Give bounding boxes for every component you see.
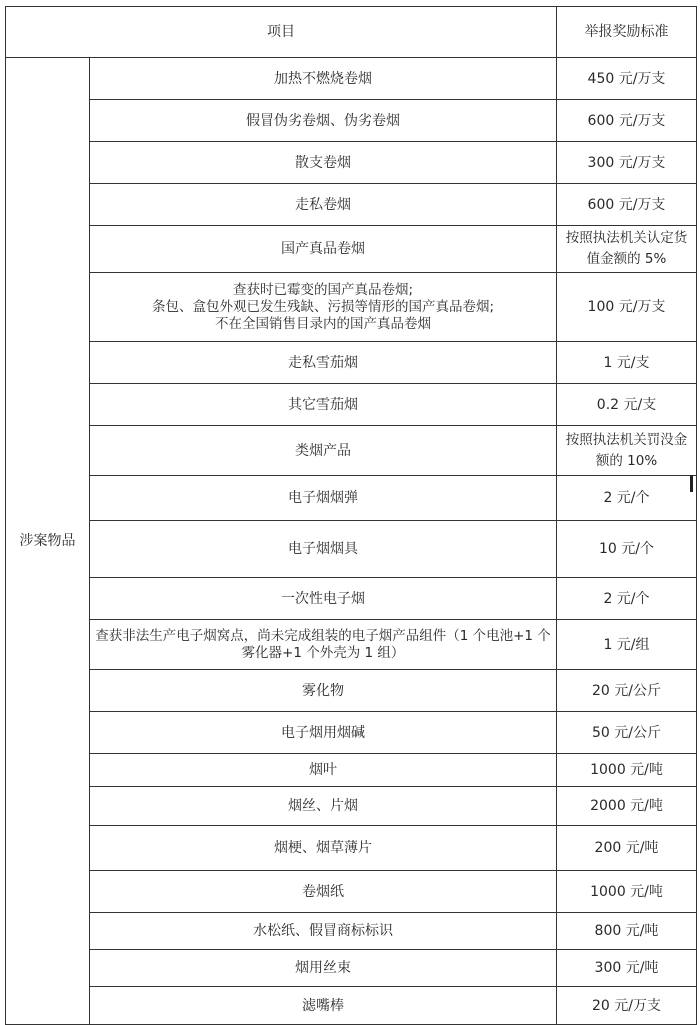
table-row <box>6 426 697 476</box>
standard-cell: 20 元/万支 <box>557 987 697 1025</box>
item-cell: 一次性电子烟 <box>90 578 557 620</box>
table-row <box>6 754 697 787</box>
standard-cell: 300 元/万支 <box>557 142 697 184</box>
standard-cell: 2000 元/吨 <box>557 787 697 826</box>
standard-cell: 100 元/万支 <box>557 273 697 342</box>
table-row <box>6 142 697 184</box>
standard-cell: 1000 元/吨 <box>557 754 697 787</box>
standard-cell: 2 元/个 <box>557 476 697 521</box>
item-cell: 查获非法生产电子烟窝点，尚未完成组装的电子烟产品组件（1 个电池+1 个雾化器+1 个外壳为 1 组） <box>90 620 557 670</box>
item-cell: 电子烟烟弹 <box>90 476 557 521</box>
standard-cell: 2 元/个 <box>557 578 697 620</box>
header-item: 项目 <box>6 7 557 58</box>
standard-cell: 按照执法机关罚没金额的 10% <box>557 426 697 476</box>
header-standard: 举报奖励标准 <box>557 7 697 58</box>
table-row <box>6 578 697 620</box>
table-row <box>6 273 697 342</box>
table-row <box>6 100 697 142</box>
standard-cell: 10 元/个 <box>557 521 697 578</box>
item-cell: 散支卷烟 <box>90 142 557 184</box>
reward-standard-table <box>5 6 697 1025</box>
table-row <box>6 342 697 384</box>
table-row <box>6 913 697 950</box>
table-row <box>6 712 697 754</box>
standard-cell: 600 元/万支 <box>557 100 697 142</box>
item-cell-multiline <box>90 273 557 342</box>
item-line: 条包、盒包外观已发生残缺、污损等情形的国产真品卷烟; <box>151 298 495 315</box>
header-row <box>6 7 697 58</box>
table-row <box>6 226 697 273</box>
standard-cell: 300 元/吨 <box>557 950 697 987</box>
standard-cell: 200 元/吨 <box>557 826 697 871</box>
item-cell: 雾化物 <box>90 670 557 712</box>
table-row <box>6 620 697 670</box>
item-cell: 卷烟纸 <box>90 871 557 913</box>
item-cell: 烟丝、片烟 <box>90 787 557 826</box>
item-cell: 电子烟烟具 <box>90 521 557 578</box>
scan-mark <box>690 475 693 492</box>
item-line: 查获时已霉变的国产真品卷烟; <box>232 281 414 298</box>
table-row <box>6 58 697 100</box>
item-line: 不在全国销售目录内的国产真品卷烟 <box>215 315 431 332</box>
table-row <box>6 871 697 913</box>
table-row <box>6 384 697 426</box>
item-cell: 烟用丝束 <box>90 950 557 987</box>
table-row <box>6 787 697 826</box>
standard-cell: 0.2 元/支 <box>557 384 697 426</box>
item-cell: 其它雪茄烟 <box>90 384 557 426</box>
standard-cell: 1 元/组 <box>557 620 697 670</box>
standard-cell: 按照执法机关认定货值金额的 5% <box>557 226 697 273</box>
table-row <box>6 987 697 1025</box>
standard-cell: 1000 元/吨 <box>557 871 697 913</box>
standard-cell: 20 元/公斤 <box>557 670 697 712</box>
item-cell: 滤嘴棒 <box>90 987 557 1025</box>
table-row <box>6 184 697 226</box>
table-row <box>6 950 697 987</box>
standard-cell: 600 元/万支 <box>557 184 697 226</box>
table-row <box>6 476 697 521</box>
item-cell: 水松纸、假冒商标标识 <box>90 913 557 950</box>
table-row <box>6 521 697 578</box>
item-cell: 国产真品卷烟 <box>90 226 557 273</box>
standard-cell: 50 元/公斤 <box>557 712 697 754</box>
item-cell: 烟叶 <box>90 754 557 787</box>
item-cell: 类烟产品 <box>90 426 557 476</box>
item-cell: 加热不燃烧卷烟 <box>90 58 557 100</box>
standard-cell: 450 元/万支 <box>557 58 697 100</box>
item-cell: 假冒伪劣卷烟、伪劣卷烟 <box>90 100 557 142</box>
table-row <box>6 826 697 871</box>
standard-cell: 800 元/吨 <box>557 913 697 950</box>
item-cell: 电子烟用烟碱 <box>90 712 557 754</box>
item-cell: 烟梗、烟草薄片 <box>90 826 557 871</box>
table-row <box>6 670 697 712</box>
category-cell: 涉案物品 <box>6 58 90 1025</box>
standard-cell: 1 元/支 <box>557 342 697 384</box>
item-cell: 走私卷烟 <box>90 184 557 226</box>
item-cell: 走私雪茄烟 <box>90 342 557 384</box>
